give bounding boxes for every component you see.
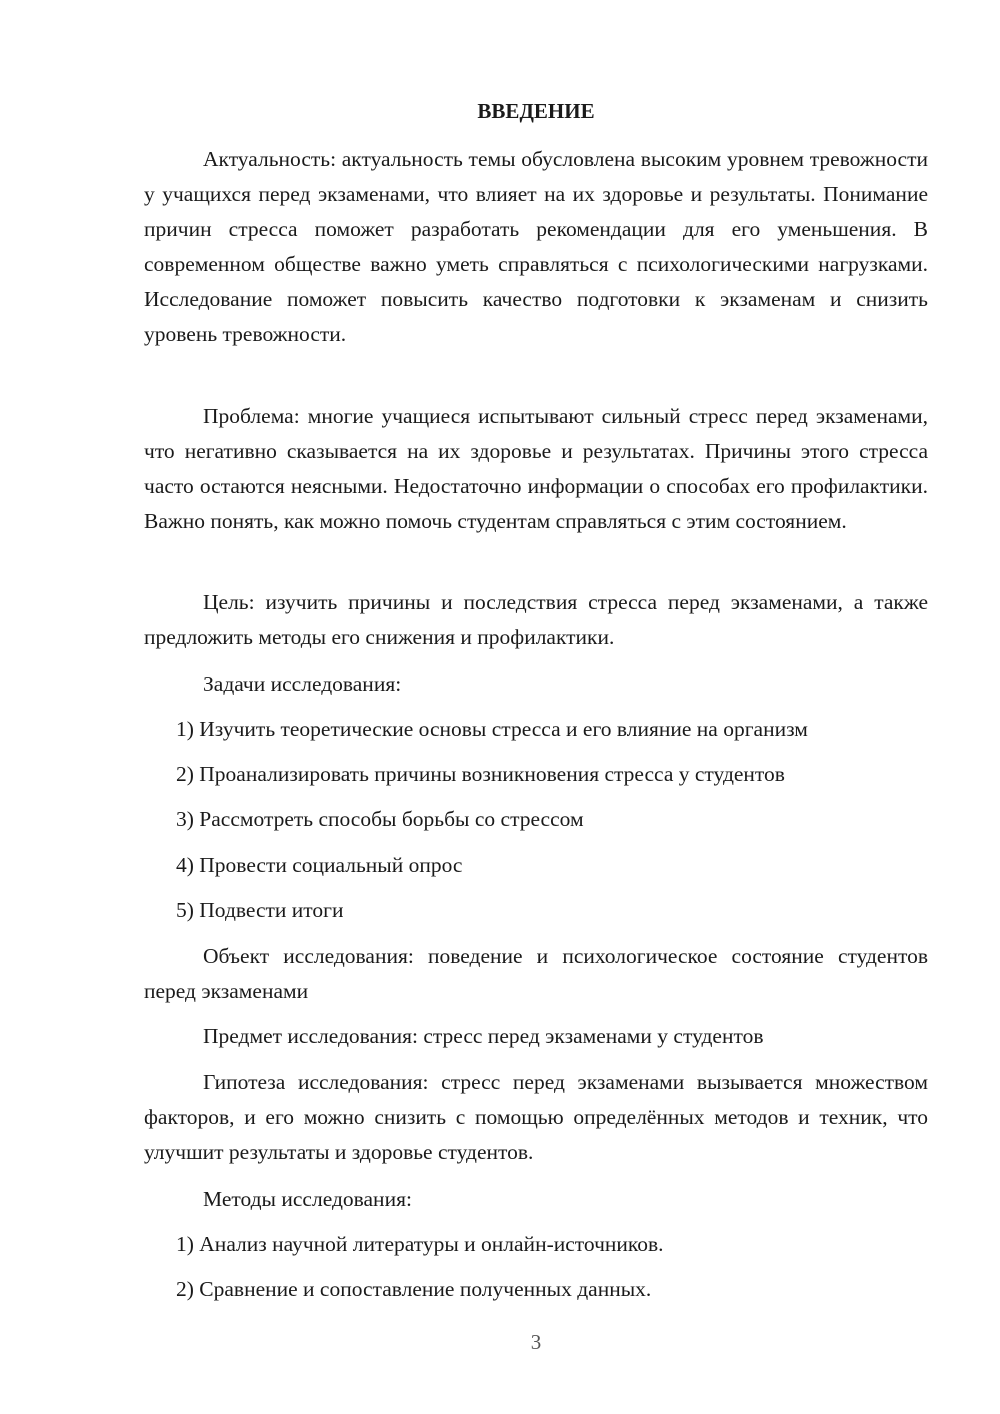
task-item: 5) Подвести итоги bbox=[176, 898, 344, 922]
tasks-heading: Задачи исследования: bbox=[203, 672, 402, 696]
page-number: 3 bbox=[530, 1330, 542, 1354]
task-item: 3) Рассмотреть способы борьбы со стрессом bbox=[176, 807, 584, 831]
method-item: 1) Анализ научной литературы и онлайн-источников. bbox=[176, 1232, 664, 1256]
task-item: 1) Изучить теоретические основы стресса и его влияние на организм bbox=[176, 717, 808, 741]
paragraph-subject: Предмет исследования: стресс перед экзаменами у студентов bbox=[203, 1024, 764, 1048]
task-item: 2) Проанализировать причины возникновения стресса у студентов bbox=[176, 762, 785, 786]
paragraph-goal: Цель: изучить причины и последствия стресса перед экзаменами, а также предложить методы его снижения и профилактики. bbox=[144, 590, 928, 649]
task-item: 4) Провести социальный опрос bbox=[176, 853, 463, 877]
page-title: ВВЕДЕНИЕ bbox=[477, 99, 595, 123]
paragraph-problem: Проблема: многие учащиеся испытывают сильный стресс перед экзаменами, что негативно сказывается на их здоровье и результатах. Причины этого стресса часто остаются неясными. Недостаточно информации о способах его профилактики. Важно понять, как можно помочь студентам справляться с этим состоянием. bbox=[144, 404, 928, 533]
methods-heading: Методы исследования: bbox=[203, 1187, 412, 1211]
paragraph-hypothesis: Гипотеза исследования: стресс перед экзаменами вызывается множеством факторов, и его можно снизить с помощью определённых методов и техник, что улучшит результаты и здоровье студентов. bbox=[144, 1070, 928, 1164]
method-item: 2) Сравнение и сопоставление полученных данных. bbox=[176, 1277, 652, 1301]
document-page bbox=[144, 0, 928, 1414]
paragraph-object: Объект исследования: поведение и психологическое состояние студентов перед экзаменами bbox=[144, 944, 928, 1003]
paragraph-relevance: Актуальность: актуальность темы обусловлена высоким уровнем тревожности у учащихся перед экзаменами, что влияет на их здоровье и результаты. Понимание причин стресса поможет разработать рекомендации для его уменьшения. В современном обществе важно уметь справляться с психологическими нагрузками. Исследование поможет повысить качество подготовки к экзаменам и снизить уровень тревожности. bbox=[144, 147, 928, 346]
